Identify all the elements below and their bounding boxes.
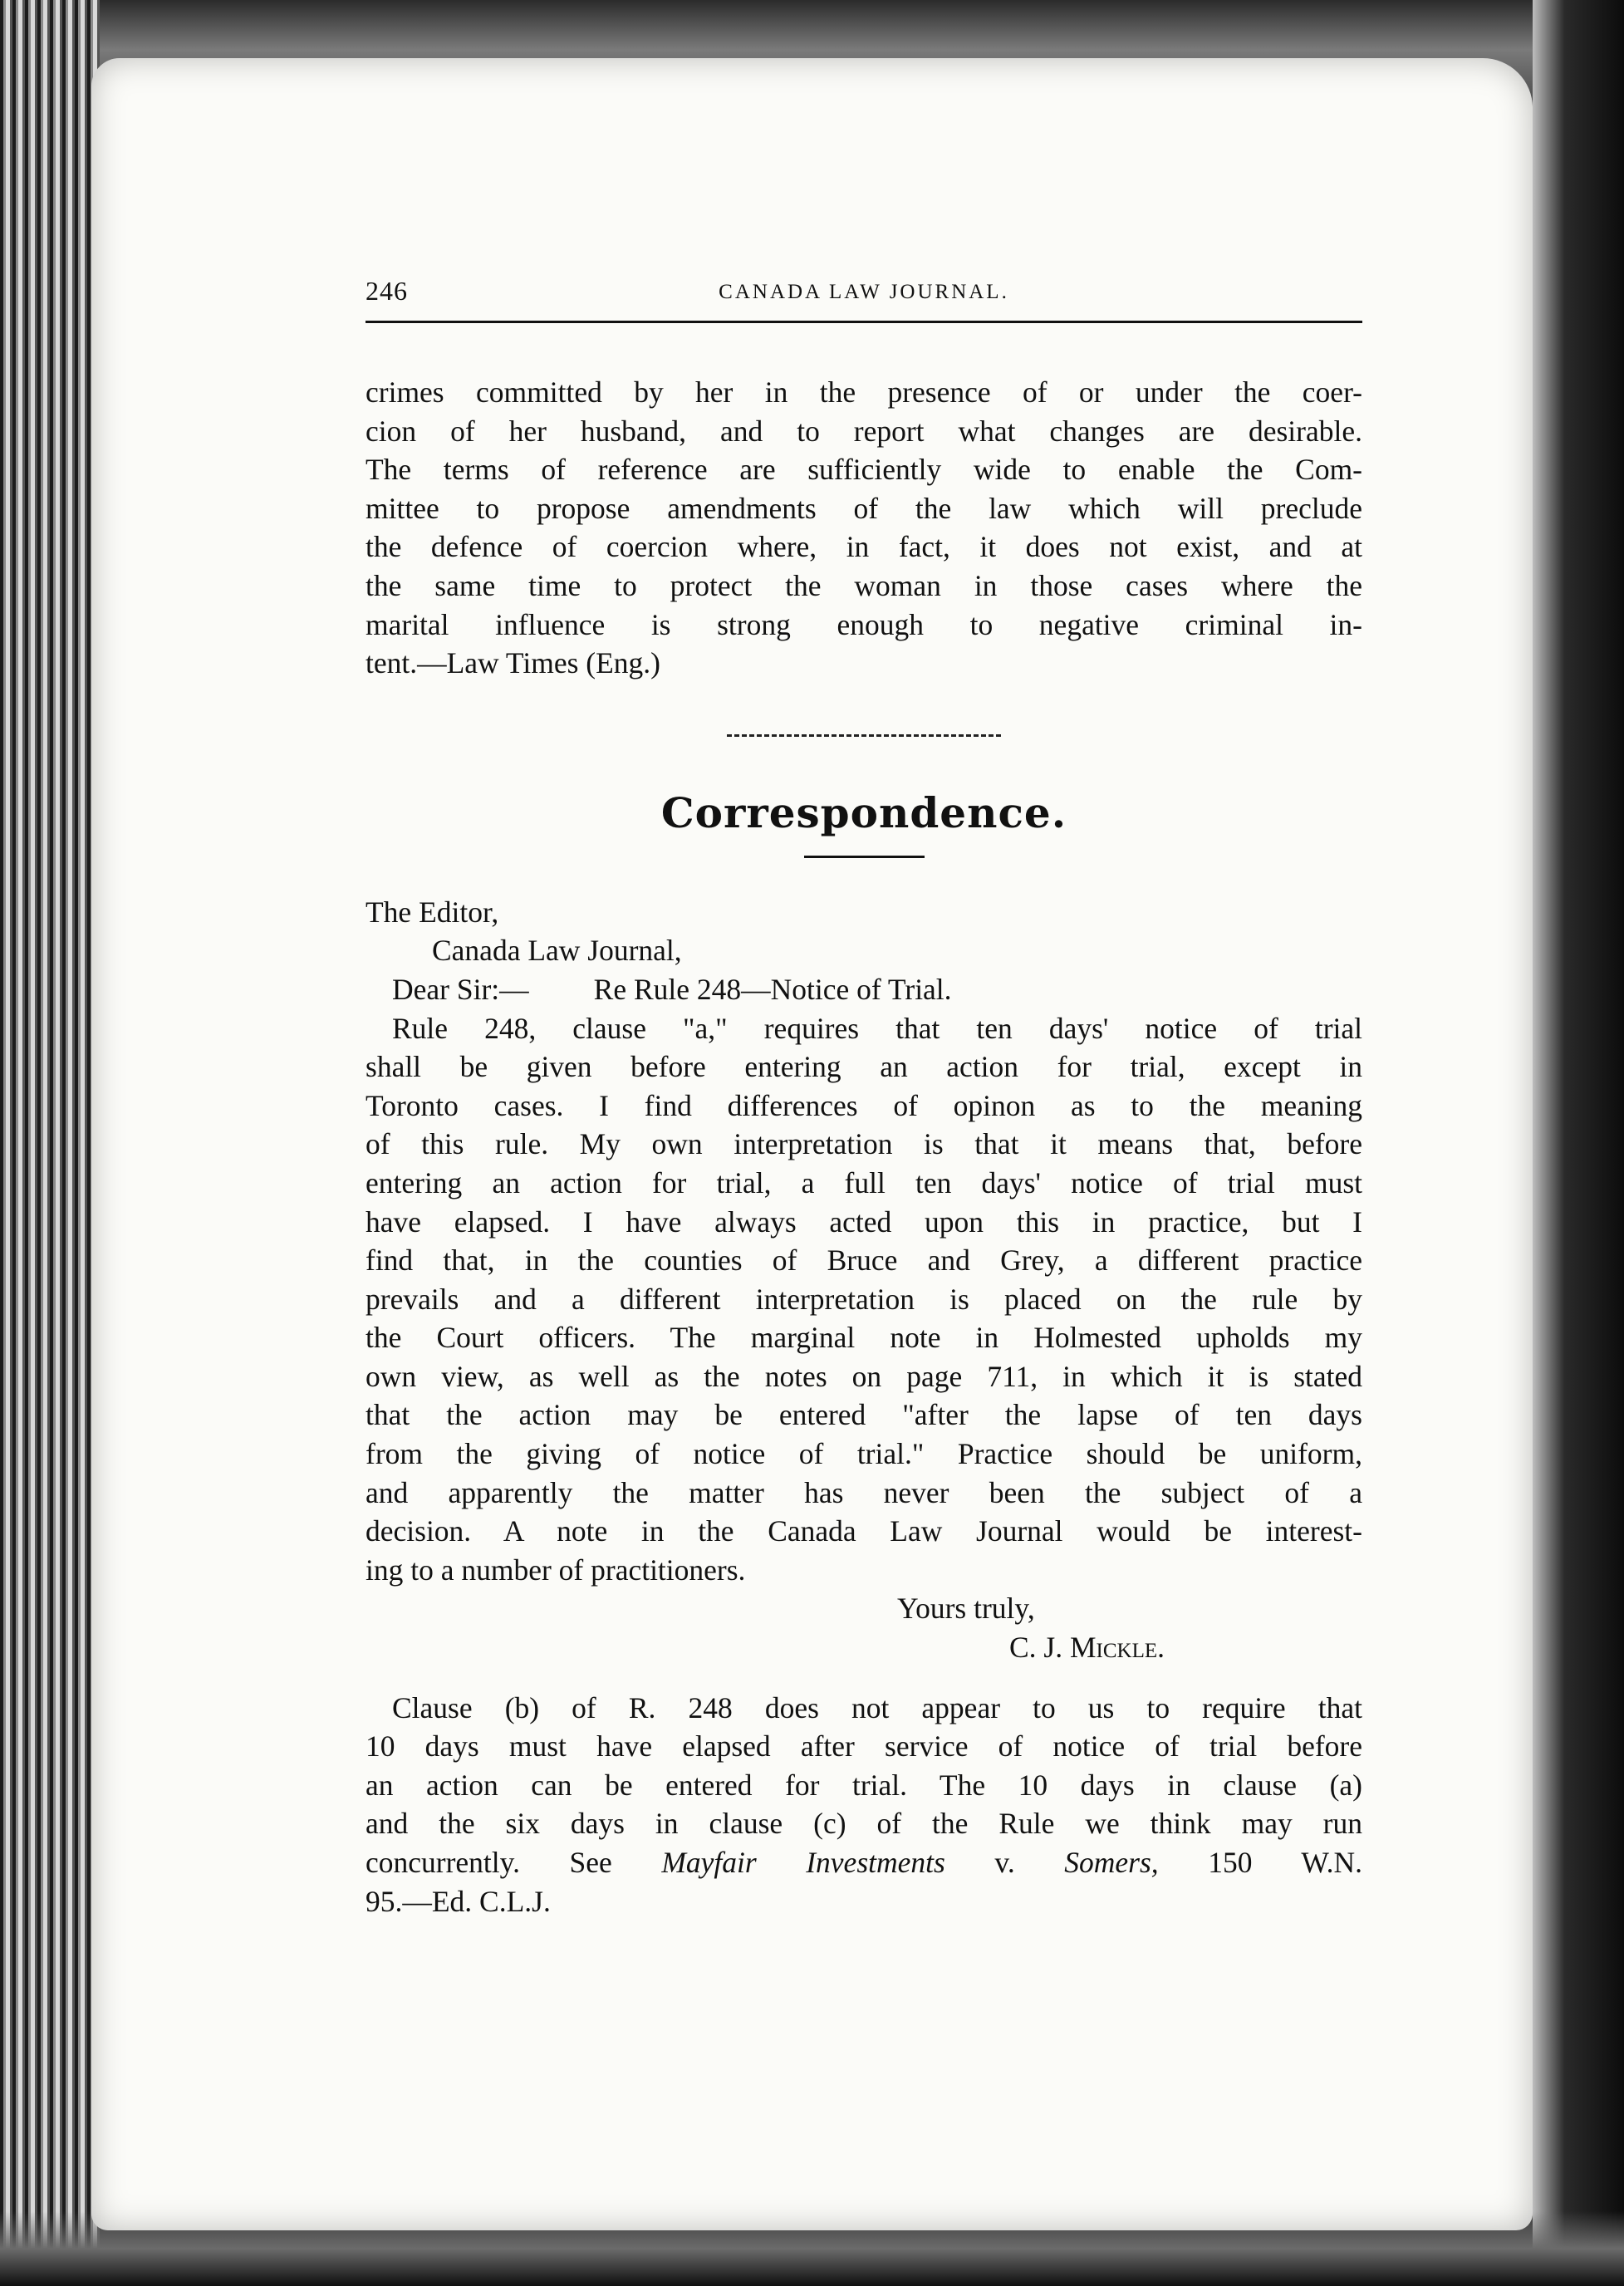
text-line: The terms of reference are sufficiently wide to enable the Com-: [366, 453, 1362, 487]
text-line-citation: [366, 1843, 1362, 1882]
citation-text: 150 W.N.: [1158, 1846, 1362, 1879]
text-line: and the six days in clause (c) of the Rule we think may run: [366, 1807, 1362, 1841]
text-line: that the action may be entered "after the lapse of ten days: [366, 1398, 1362, 1432]
text-line: find that, in the counties of Bruce and Grey, a different practice: [366, 1244, 1362, 1278]
letter: [366, 893, 1362, 1921]
text-line: have elapsed. I have always acted upon this in practice, but I: [366, 1204, 1362, 1239]
letter-addressee-journal: Canada Law Journal,: [432, 934, 682, 968]
text-line: Rule 248, clause "a," requires that ten days' notice of trial: [392, 1011, 1362, 1045]
text-line: the Court officers. The marginal note in Holmested upholds my: [366, 1321, 1362, 1355]
text-line: and apparently the matter has never been the subject of a: [366, 1475, 1362, 1509]
text-line: from the giving of notice of trial." Practice should be uniform,: [366, 1437, 1362, 1471]
section-heading: Correspondence.: [660, 787, 1067, 837]
editor-note: [366, 1689, 1362, 1921]
text-line: Toronto cases. I find differences of opinon as to the meaning: [366, 1088, 1362, 1122]
running-head: [366, 274, 1362, 323]
text-line: shall be given before entering an action for trial, except in: [366, 1050, 1362, 1084]
text-line: cion of her husband, and to report what changes are desirable.: [366, 414, 1362, 448]
text-line: ing to a number of practitioners.: [366, 1553, 746, 1587]
citation-text: concurrently. See: [366, 1846, 662, 1879]
citation-text: v.: [944, 1846, 1065, 1879]
text-line: Clause (b) of R. 248 does not appear to us to require that: [392, 1690, 1362, 1724]
text-line: decision. A note in the Canada Law Journal would be interest-: [366, 1514, 1362, 1548]
scan-border-right: [1533, 0, 1624, 2286]
text-line: the defence of coercion where, in fact, it does not exist, and at: [366, 530, 1362, 564]
text-line: own view, as well as the notes on page 711, in which it is stated: [366, 1359, 1362, 1393]
page-content: [366, 274, 1362, 1921]
text-line: entering an action for trial, a full ten days' notice of trial must: [366, 1165, 1362, 1199]
scan-border-left: [0, 0, 100, 2286]
heading-rule: [804, 856, 925, 858]
text-line: 95.—Ed. C.L.J.: [366, 1884, 551, 1918]
preceding-article-text: [366, 373, 1362, 683]
letter-salutation: Dear Sir:—: [392, 972, 529, 1006]
case-name-plaintiff: Mayfair Investments: [661, 1846, 945, 1879]
text-line: an action can be entered for trial. The 10 days in clause (a): [366, 1768, 1362, 1802]
text-line: 10 days must have elapsed after service of notice of trial before: [366, 1729, 1362, 1764]
text-line: of this rule. My own interpretation is that it means that, before: [366, 1127, 1362, 1161]
letter-signature: C. J. Mickle.: [1009, 1631, 1165, 1665]
page-number: 246: [366, 276, 408, 306]
text-line: tent.—Law Times (Eng.): [366, 646, 660, 680]
letter-closing: Yours truly,: [897, 1592, 1035, 1626]
text-line: crimes committed by her in the presence of or under the coer-: [366, 375, 1362, 409]
text-line: the same time to protect the woman in those cases where the: [366, 568, 1362, 602]
text-line: marital influence is strong enough to negative criminal in-: [366, 607, 1362, 641]
journal-title: CANADA LAW JOURNAL.: [719, 281, 1009, 303]
case-name-defendant: Somers,: [1064, 1846, 1159, 1879]
text-line: mittee to propose amendments of the law which will preclude: [366, 491, 1362, 525]
letter-salutation-line: [366, 970, 1362, 1009]
section-divider: [727, 734, 1001, 737]
scanned-page: [91, 58, 1533, 2230]
text-line: prevails and a different interpretation is placed on the rule by: [366, 1282, 1362, 1316]
letter-addressee: The Editor,: [366, 895, 499, 929]
letter-subject: Re Rule 248—Notice of Trial.: [593, 972, 952, 1006]
